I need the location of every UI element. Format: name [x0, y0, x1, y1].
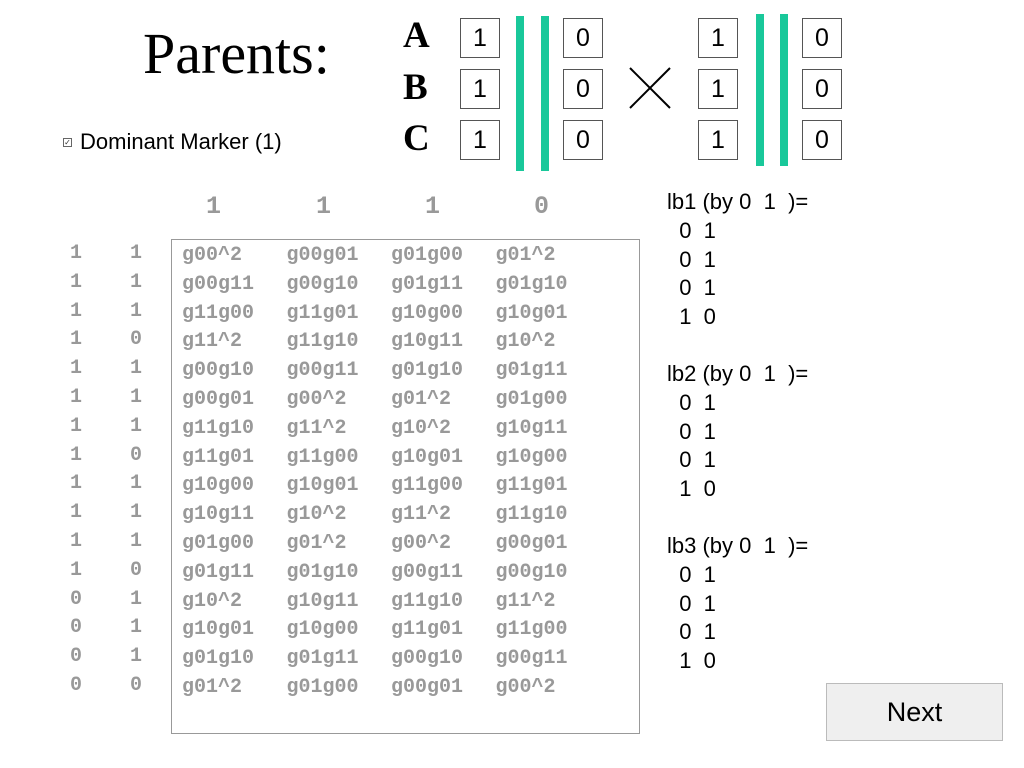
- row-label-b: B: [403, 67, 428, 108]
- genotype-row: [182, 357, 600, 386]
- parent2-allele-a-left[interactable]: 1: [698, 18, 738, 58]
- genotype-cell: g00g10: [391, 647, 464, 671]
- genotype-cell: g11g00: [182, 301, 255, 325]
- genotype-cell: g11g10: [182, 416, 255, 440]
- row-value-pair: [70, 557, 150, 586]
- row-value: 1: [70, 242, 83, 265]
- genotype-cell: g10^2: [391, 416, 452, 440]
- row-value-pair: [70, 586, 150, 615]
- dominant-marker-checkbox[interactable]: ✓: [64, 138, 71, 147]
- genotype-row: [182, 328, 600, 357]
- genotype-cell: g01g11: [495, 359, 568, 383]
- parent2-allele-b-left[interactable]: 1: [698, 69, 738, 109]
- parent2-chromosome-bar-right: [780, 14, 788, 166]
- genotype-cell: g10g00: [495, 445, 568, 469]
- genotype-cell: g01g11: [182, 560, 255, 584]
- row-value-pair: [70, 672, 150, 701]
- lb-row: 1 0: [667, 648, 716, 674]
- genotype-row: [182, 530, 600, 559]
- row-value: 0: [130, 443, 143, 467]
- row-value: 1: [70, 385, 83, 409]
- genotype-row: [182, 616, 600, 645]
- genotype-cell: g11g01: [182, 445, 255, 469]
- genotype-cell: g00g10: [182, 359, 255, 383]
- genotype-cell: g10g01: [182, 618, 255, 642]
- genotype-cell: g10g11: [495, 416, 568, 440]
- row-value: 1: [130, 472, 143, 496]
- row-value: 0: [70, 616, 83, 640]
- genotype-cell: g10g11: [391, 330, 464, 354]
- parent1-allele-a-right[interactable]: 0: [563, 18, 603, 58]
- genotype-cell: g11g01: [286, 301, 359, 325]
- genotype-row: [182, 386, 600, 415]
- genotype-cell: g10g11: [286, 589, 359, 613]
- parent2-chromosome-bar-left: [756, 14, 764, 166]
- row-value: 1: [130, 529, 143, 553]
- genotype-cell: g00^2: [286, 387, 347, 411]
- genotype-cell: g01g00: [495, 387, 568, 411]
- row-value: 1: [130, 242, 143, 265]
- genotype-row: [182, 472, 600, 501]
- genotype-cell: g01g11: [286, 647, 359, 671]
- row-value: 1: [130, 385, 143, 409]
- genotype-cell: g01g00: [391, 244, 464, 267]
- row-value-pair: [70, 240, 150, 269]
- genotype-row: [182, 588, 600, 617]
- genotype-cell: g01g10: [286, 560, 359, 584]
- genotype-cell: g00g11: [391, 560, 464, 584]
- row-value: 1: [70, 529, 83, 553]
- row-value: 1: [70, 357, 83, 381]
- row-value-pair: [70, 269, 150, 298]
- genotype-cell: g00g01: [286, 244, 359, 267]
- parent1-allele-c-right[interactable]: 0: [563, 120, 603, 160]
- lb-row: 0 1: [667, 619, 716, 645]
- lb-row: 1 0: [667, 476, 716, 502]
- row-value: 1: [70, 299, 83, 323]
- genotype-cell: g00g01: [182, 387, 255, 411]
- parent2-allele-a-right[interactable]: 0: [802, 18, 842, 58]
- row-value: 0: [130, 558, 143, 582]
- parent2-allele-b-right[interactable]: 0: [802, 69, 842, 109]
- column-header: 1: [316, 192, 332, 221]
- lb-row: 0 1: [667, 590, 716, 616]
- row-value: 1: [70, 328, 83, 352]
- genotype-grid: [182, 242, 600, 703]
- genotype-cell: g00g01: [391, 675, 464, 699]
- genotype-cell: g11^2: [391, 503, 452, 527]
- row-value: 0: [70, 673, 83, 697]
- row-value-pair: [70, 499, 150, 528]
- genotype-cell: g11g10: [495, 503, 568, 527]
- genotype-cell: g10g01: [391, 445, 464, 469]
- parent1-allele-c-left[interactable]: 1: [460, 120, 500, 160]
- row-value: 1: [130, 357, 143, 381]
- genotype-cell: g11g01: [391, 618, 464, 642]
- genotype-cell: g11^2: [286, 416, 347, 440]
- genotype-row: [182, 645, 600, 674]
- row-value: 1: [130, 270, 143, 294]
- genotype-cell: g01^2: [391, 387, 452, 411]
- genotype-cell: g00^2: [182, 244, 243, 267]
- row-value: 0: [70, 587, 83, 611]
- cross-icon: [626, 64, 674, 112]
- lb-block-1: [667, 188, 808, 332]
- column-header: 1: [425, 192, 441, 221]
- genotype-cell: g10g11: [182, 503, 255, 527]
- genotype-cell: g00g11: [286, 359, 359, 383]
- genotype-cell: g01^2: [286, 531, 347, 555]
- genotype-cell: g10^2: [495, 330, 556, 354]
- genotype-cell: g01g10: [391, 359, 464, 383]
- row-value: 1: [130, 645, 143, 669]
- genotype-cell: g00^2: [391, 531, 452, 555]
- row-values: [70, 240, 150, 701]
- genotype-cell: g11g10: [391, 589, 464, 613]
- row-value: 1: [130, 616, 143, 640]
- row-value-pair: [70, 528, 150, 557]
- lb-row: 0 1: [667, 275, 716, 301]
- lb-block-2: [667, 360, 808, 504]
- row-value: 1: [70, 472, 83, 496]
- parent1-allele-b-left[interactable]: 1: [460, 69, 500, 109]
- genotype-cell: g10g00: [182, 474, 255, 498]
- row-value-pair: [70, 614, 150, 643]
- genotype-cell: g00g10: [286, 272, 359, 296]
- lb-row: 0 1: [667, 246, 716, 272]
- genotype-cell: g10^2: [182, 589, 243, 613]
- genotype-row: [182, 501, 600, 530]
- genotype-cell: g01^2: [182, 675, 243, 699]
- dominant-marker-label: Dominant Marker (1): [80, 129, 282, 154]
- row-value-pair: [70, 470, 150, 499]
- genotype-cell: g00g10: [495, 560, 568, 584]
- parent2-allele-c-left[interactable]: 1: [698, 120, 738, 160]
- column-header: 1: [206, 192, 222, 221]
- genotype-cell: g00g11: [495, 647, 568, 671]
- lb-row: 0 1: [667, 561, 716, 587]
- genotype-cell: g11g00: [286, 445, 359, 469]
- row-value-pair: [70, 326, 150, 355]
- next-button[interactable]: Next: [826, 683, 1003, 741]
- genotype-cell: g10g01: [495, 301, 568, 325]
- genotype-cell: g01g10: [495, 272, 568, 296]
- lb-block-3: [667, 532, 808, 676]
- row-value-pair: [70, 355, 150, 384]
- lb-header: lb1 (by 0 1 )=: [667, 189, 809, 214]
- parent1-allele-a-left[interactable]: 1: [460, 18, 500, 58]
- page-title: Parents:: [143, 21, 330, 86]
- genotype-cell: g11g01: [495, 474, 568, 498]
- genotype-cell: g11^2: [182, 330, 243, 354]
- lb-row: 1 0: [667, 304, 716, 330]
- genotype-row: [182, 415, 600, 444]
- lb-row: 0 1: [667, 389, 716, 415]
- row-value: 1: [130, 501, 143, 525]
- genotype-cell: g11g00: [391, 474, 464, 498]
- row-value-pair: [70, 384, 150, 413]
- row-value: 1: [70, 558, 83, 582]
- row-value: 0: [70, 645, 83, 669]
- row-label-a: A: [403, 15, 430, 56]
- genotype-cell: g11g10: [286, 330, 359, 354]
- row-value: 0: [130, 328, 143, 352]
- row-value-pair: [70, 413, 150, 442]
- genotype-row: [182, 242, 600, 271]
- lb-header: lb3 (by 0 1 )=: [667, 533, 809, 558]
- parent2-allele-c-right[interactable]: 0: [802, 120, 842, 160]
- row-value: 1: [130, 414, 143, 438]
- genotype-row: [182, 674, 600, 703]
- row-value: 1: [70, 270, 83, 294]
- row-value: 1: [70, 501, 83, 525]
- row-value-pair: [70, 442, 150, 471]
- genotype-cell: g01g10: [182, 647, 255, 671]
- genotype-cell: g11^2: [495, 589, 556, 613]
- row-value: 1: [70, 443, 83, 467]
- genotype-cell: g01^2: [495, 244, 556, 267]
- genotype-cell: g00g01: [495, 531, 568, 555]
- row-value: 0: [130, 673, 143, 697]
- row-value: 1: [130, 587, 143, 611]
- genotype-cell: g10g00: [391, 301, 464, 325]
- genotype-cell: g01g11: [391, 272, 464, 296]
- row-value: 1: [130, 299, 143, 323]
- row-value-pair: [70, 643, 150, 672]
- column-header: 0: [534, 192, 550, 221]
- parent1-chromosome-bar-left: [516, 16, 524, 171]
- lb-header: lb2 (by 0 1 )=: [667, 361, 809, 386]
- genotype-row: [182, 559, 600, 588]
- row-value: 1: [70, 414, 83, 438]
- genotype-row: [182, 271, 600, 300]
- parent1-allele-b-right[interactable]: 0: [563, 69, 603, 109]
- lb-row: 0 1: [667, 217, 716, 243]
- parent1-chromosome-bar-right: [541, 16, 549, 171]
- genotype-cell: g01g00: [286, 675, 359, 699]
- lb-row: 0 1: [667, 447, 716, 473]
- genotype-cell: g10g01: [286, 474, 359, 498]
- genotype-cell: g00^2: [495, 675, 556, 699]
- genotype-cell: g00g11: [182, 272, 255, 296]
- lb-row: 0 1: [667, 418, 716, 444]
- genotype-cell: g01g00: [182, 531, 255, 555]
- genotype-cell: g10g00: [286, 618, 359, 642]
- genotype-cell: g10^2: [286, 503, 347, 527]
- genotype-row: [182, 300, 600, 329]
- row-label-c: C: [403, 118, 430, 159]
- genotype-row: [182, 444, 600, 473]
- row-value-pair: [70, 298, 150, 327]
- genotype-cell: g11g00: [495, 618, 568, 642]
